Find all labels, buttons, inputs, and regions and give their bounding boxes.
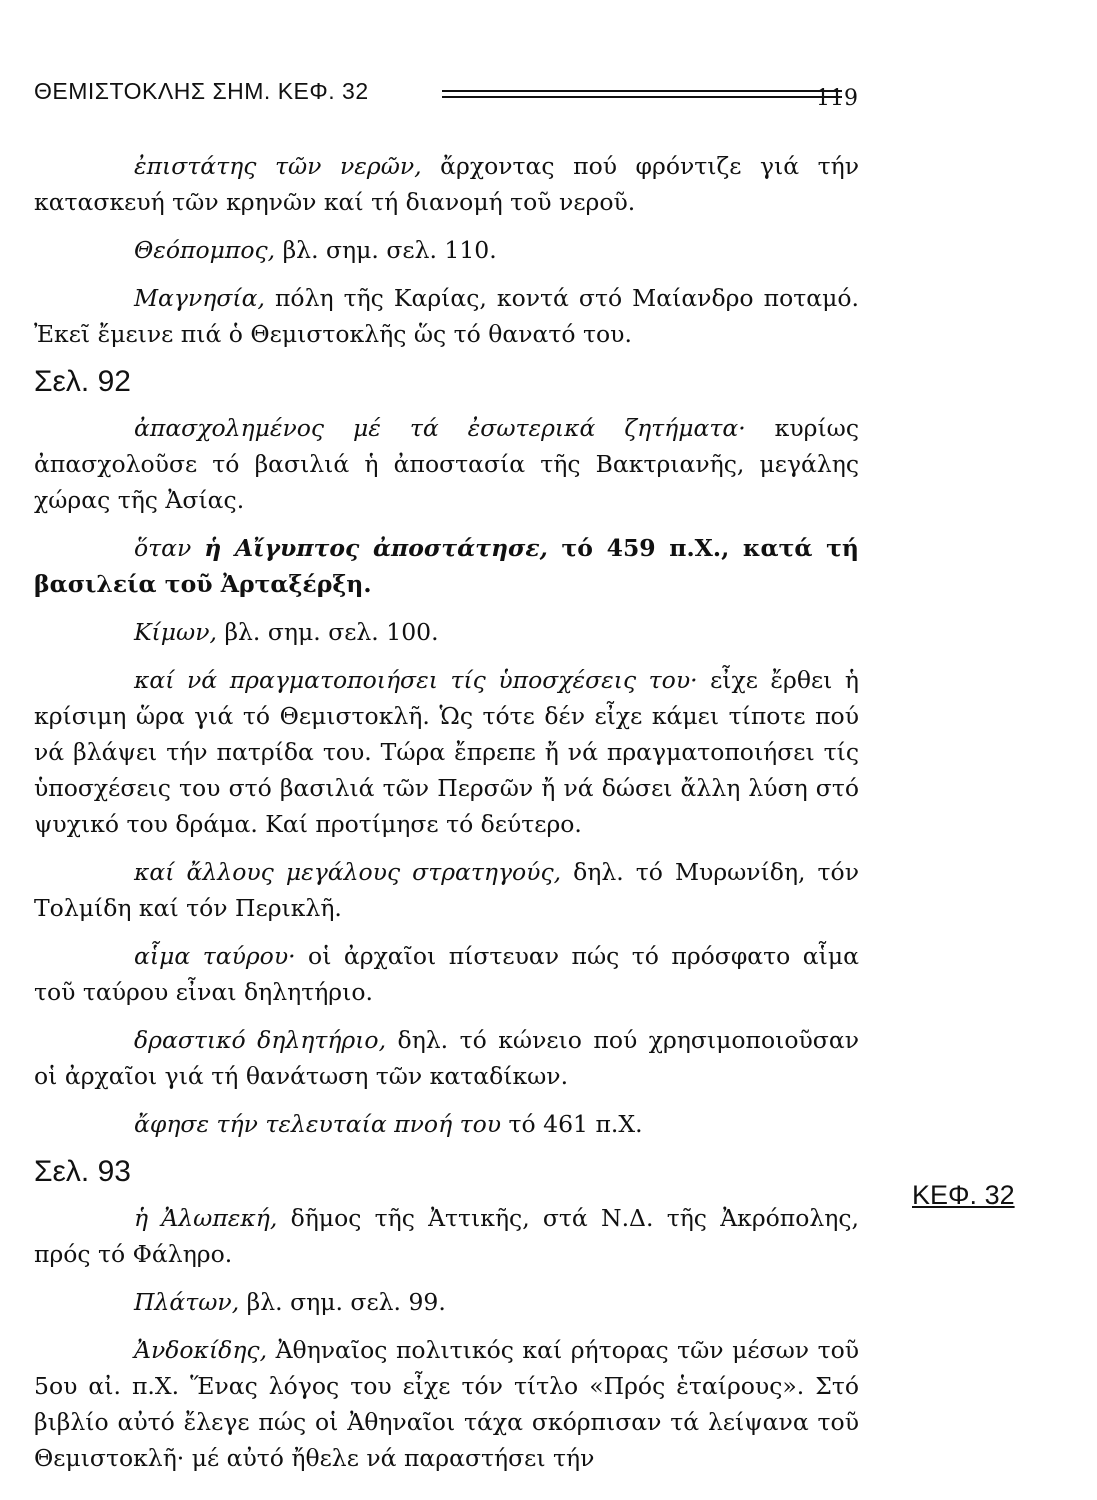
note-term: καί νά πραγματοποιήσει τίς ὑποσχέσεις του· [134, 666, 698, 694]
note-term: ἀπασχολημένος μέ τά ἐσωτερικά ζητήματα· [134, 414, 746, 442]
note-term-bold: ἡ Αἴγυπτος ἀποστάτησε, [204, 534, 548, 562]
section-heading-93: Σελ. 93 [34, 1155, 131, 1188]
note-entry [34, 1200, 859, 1272]
note-term: Ἀνδοκίδης, [134, 1336, 268, 1364]
note-text: ἄρχοντας πού φρόντιζε γιά τήν κατασκευή τῶν κρηνῶν καί τή διανομή τοῦ νεροῦ. [34, 152, 859, 216]
section-heading-92: Σελ. 92 [34, 365, 131, 398]
note-entry [34, 232, 859, 268]
note-entry [34, 662, 859, 842]
note-text: εἶχε ἔρθει ἡ κρίσιμη ὥρα γιά τό Θεμιστοκλῆ. Ὡς τότε δέν εἶχε κάμει τίποτε πού νά βλάψει τήν πατρίδα του. Τώρα ἔπρεπε ἤ νά πραγματοποιήσει τίς ὑποσχέσεις του στό βασιλιά τῶν Περσῶν ἤ νά δώσει ἄλλη λύση στό ψυχικό του δράμα. Καί προτίμησε τό δεύτερο. [34, 666, 859, 838]
note-text: βλ. σημ. σελ. 110. [275, 236, 497, 264]
note-text: δηλ. τό Μυρωνίδη, τόν Τολμίδη καί τόν Περικλῆ. [34, 858, 859, 922]
note-entry [34, 1022, 859, 1094]
notes-body [34, 148, 859, 1488]
note-entry [34, 1106, 859, 1142]
note-term: ἡ Ἀλωπεκή, [134, 1204, 278, 1232]
note-text: κυρίως ἀπασχολοῦσε τό βασιλιά ἡ ἀποστασία τῆς Βακτριανῆς, μεγάλης χώρας τῆς Ἀσίας. [34, 414, 860, 514]
note-text: τό 461 π.Χ. [501, 1110, 643, 1138]
header-rule [442, 90, 842, 98]
note-term: αἷμα ταύρου· [134, 942, 296, 970]
note-entry [34, 530, 859, 602]
note-term: ἐπιστάτης τῶν νερῶν, [134, 152, 422, 180]
note-term: Κίμων, [134, 618, 217, 646]
note-entry [34, 148, 859, 220]
note-text: οἱ ἀρχαῖοι πίστευαν πώς τό πρόσφατο αἷμα τοῦ ταύρου εἶναι δηλητήριο. [34, 942, 859, 1006]
chapter-margin-label: ΚΕΦ. 32 [912, 1180, 1015, 1210]
page-number: 119 [816, 86, 858, 111]
note-term: Μαγνησία, [134, 284, 265, 312]
note-date: τό 459 π.Χ., [547, 534, 730, 562]
note-term: ὅταν [134, 534, 205, 562]
note-term: Πλάτων, [134, 1288, 240, 1316]
note-text: δῆμος τῆς Ἀττικῆς, στά Ν.Δ. τῆς Ἀκρόπολης, πρός τό Φάληρο. [34, 1204, 860, 1268]
note-entry [34, 410, 859, 518]
note-entry [34, 614, 859, 650]
note-term: καί ἄλλους μεγάλους στρατηγούς, [134, 858, 562, 886]
note-text: δηλ. τό κώνειο πού χρησιμοποιοῦσαν οἱ ἀρχαῖοι γιά τή θανάτωση τῶν καταδίκων. [34, 1026, 859, 1090]
note-text: κατά τή βασιλεία τοῦ Ἀρταξέρξη. [34, 534, 860, 598]
note-text: βλ. σημ. σελ. 99. [239, 1288, 446, 1316]
note-text: πόλη τῆς Καρίας, κοντά στό Μαίανδρο ποταμό. Ἐκεῖ ἔμεινε πιά ὁ Θεμιστοκλῆς ὥς τό θανατό του. [34, 284, 859, 348]
note-entry [34, 1284, 859, 1320]
note-term: Θεόπομπος, [134, 236, 276, 264]
note-term: ἄφησε τήν τελευταία πνοή του [134, 1110, 502, 1138]
note-text: βλ. σημ. σελ. 100. [216, 618, 439, 646]
note-text: Ἀθηναῖος πολιτικός καί ρήτορας τῶν μέσων τοῦ 5ου αἰ. π.Χ. Ἕνας λόγος του εἶχε τόν τίτλο «Πρός ἑταίρους». Στό βιβλίο αὐτό ἔλεγε πώς οἱ Ἀθηναῖοι τάχα σκόρπισαν τά λείψανα τοῦ Θεμιστοκλῆ· μέ αὐτό ἤθελε νά παραστήσει τήν [34, 1336, 859, 1472]
page-header [34, 74, 864, 114]
note-entry [34, 854, 859, 926]
note-entry [34, 938, 859, 1010]
note-entry [34, 280, 859, 352]
note-term: δραστικό δηλητήριο, [134, 1026, 387, 1054]
note-entry [34, 1332, 859, 1476]
running-title: ΘΕΜΙΣΤΟΚΛΗΣ ΣΗΜ. ΚΕΦ. 32 [34, 78, 369, 104]
